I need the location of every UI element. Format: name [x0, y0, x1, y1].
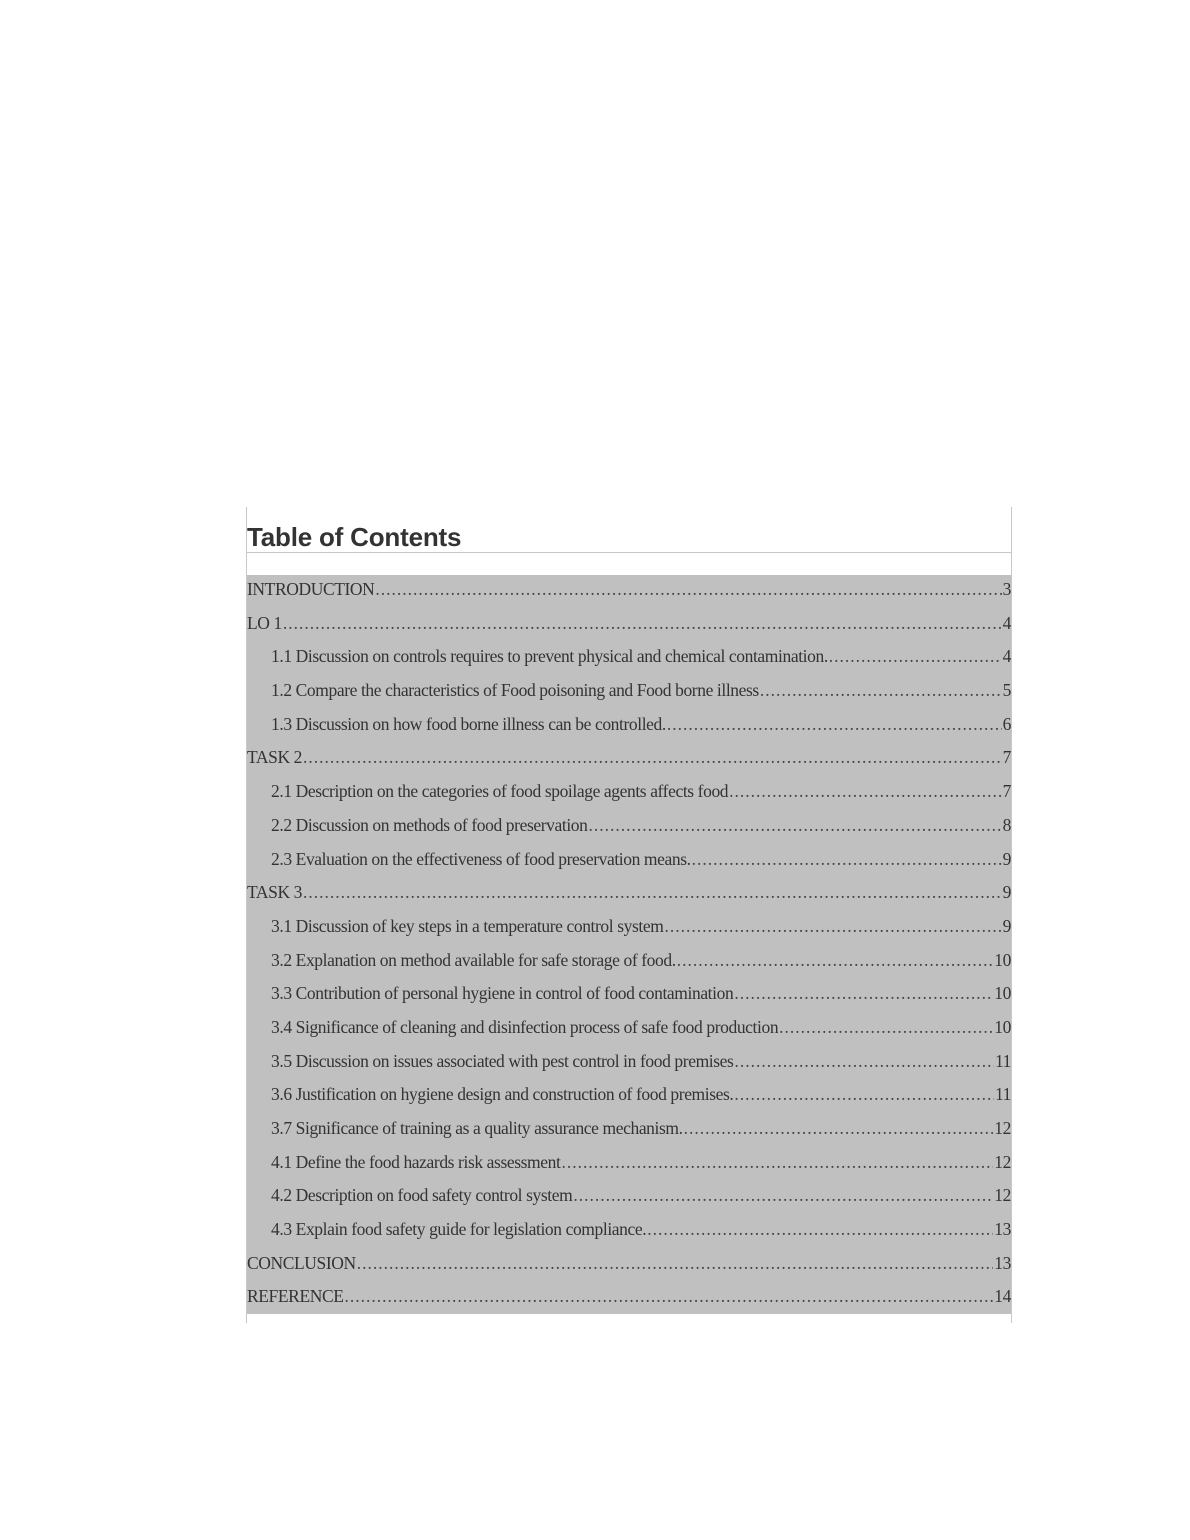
toc-entry[interactable]: [247, 607, 1011, 641]
toc-page-number: 12: [994, 1118, 1011, 1138]
toc-page-number: 9: [1002, 882, 1011, 903]
toc-entry-text: INTRODUCTION: [247, 579, 375, 599]
toc-entry[interactable]: [247, 1112, 1011, 1146]
toc-page-number: 9: [1002, 915, 1011, 936]
dot-leader: [588, 809, 1001, 843]
toc-entry-text: 3.1 Discussion of key steps in a temperature control system: [271, 915, 664, 936]
toc-page-number: 10: [994, 983, 1011, 1004]
toc-entry-text: 1.3 Discussion on how food borne illness can be controlled.: [271, 713, 666, 734]
dot-leader: [734, 977, 993, 1011]
dot-leader: [561, 1146, 993, 1180]
toc-entry[interactable]: [247, 1146, 1011, 1180]
dot-leader: [303, 876, 1002, 910]
toc-page-number: 4: [1002, 646, 1011, 667]
toc-entry-text: 3.6 Justification on hygiene design and construction of food premises.: [271, 1084, 734, 1105]
toc-entry-text: 3.3 Contribution of personal hygiene in control of food contamination: [271, 983, 734, 1004]
toc-page-number: 14: [994, 1286, 1011, 1307]
toc-entry-list: [247, 573, 1011, 1314]
dot-leader: [729, 775, 1001, 809]
toc-page-number: 11: [994, 1084, 1011, 1105]
toc-page-number: 12: [994, 1185, 1011, 1206]
toc-page-number: 12: [994, 1151, 1011, 1172]
toc-entry-text: 3.2 Explanation on method available for safe storage of food.: [271, 949, 676, 970]
toc-entry[interactable]: [247, 944, 1011, 978]
toc-entry[interactable]: [247, 573, 1011, 607]
dot-leader: [692, 843, 1002, 877]
toc-page-number: 5: [1002, 680, 1011, 701]
toc-entry[interactable]: [247, 640, 1011, 674]
toc-page-number: 10: [994, 949, 1011, 970]
toc-page-number: 7: [1002, 781, 1011, 802]
dot-leader: [283, 607, 1002, 641]
title-underline: [247, 552, 1011, 553]
toc-entry[interactable]: [247, 775, 1011, 809]
toc-entry[interactable]: [247, 843, 1011, 877]
toc-entry-text: 3.5 Discussion on issues associated with pest control in food premises: [271, 1050, 734, 1071]
toc-entry-text: 3.4 Significance of cleaning and disinfection process of safe food production: [271, 1016, 779, 1037]
toc-entry[interactable]: [247, 708, 1011, 742]
toc-entry-text: REFERENCE: [247, 1286, 344, 1307]
toc-entry[interactable]: [247, 1213, 1011, 1247]
dot-leader: [677, 944, 994, 978]
toc-entry[interactable]: [247, 1045, 1011, 1079]
toc-title: Table of Contents: [247, 522, 462, 552]
dot-leader: [345, 1280, 994, 1314]
dot-leader: [375, 573, 1001, 607]
toc-entry-text: 2.1 Description on the categories of food spoilage agents affects food: [271, 781, 729, 802]
dot-leader: [667, 708, 1002, 742]
dot-leader: [647, 1213, 993, 1247]
toc-entry[interactable]: [247, 876, 1011, 910]
toc-entry-text: 4.1 Define the food hazards risk assessment: [271, 1151, 561, 1172]
dot-leader: [734, 1045, 994, 1079]
toc-entry[interactable]: [247, 741, 1011, 775]
dot-leader: [664, 910, 1001, 944]
toc-page-number: 8: [1002, 814, 1011, 835]
section-boundary-right: [1011, 507, 1012, 1323]
toc-page-number: 3: [1002, 579, 1011, 599]
toc-entry[interactable]: [247, 910, 1011, 944]
toc-entry[interactable]: [247, 809, 1011, 843]
toc-entry[interactable]: [247, 674, 1011, 708]
toc-page-number: 10: [994, 1016, 1011, 1037]
toc-page-number: 9: [1002, 848, 1011, 869]
toc-entry[interactable]: [247, 977, 1011, 1011]
dot-leader: [760, 674, 1002, 708]
toc-entry[interactable]: [247, 1078, 1011, 1112]
toc-entry[interactable]: [247, 1247, 1011, 1281]
toc-page-number: 4: [1002, 612, 1011, 633]
dot-leader: [684, 1112, 994, 1146]
dot-leader: [779, 1011, 993, 1045]
toc-entry[interactable]: [247, 1280, 1011, 1314]
toc-entry-text: LO 1: [247, 612, 282, 633]
toc-page-number: 13: [994, 1252, 1011, 1273]
toc-page-number: 13: [994, 1219, 1011, 1240]
toc-entry-text: TASK 3: [247, 882, 303, 903]
dot-leader: [829, 640, 1002, 674]
toc-entry[interactable]: [247, 1011, 1011, 1045]
toc-page-number: 11: [994, 1050, 1011, 1071]
toc-entry-text: 2.2 Discussion on methods of food preservation: [271, 814, 588, 835]
toc-entry[interactable]: [247, 1179, 1011, 1213]
toc-entry-text: 4.2 Description on food safety control system: [271, 1185, 573, 1206]
dot-leader: [573, 1179, 993, 1213]
dot-leader: [303, 741, 1002, 775]
dot-leader: [357, 1247, 994, 1281]
toc-entry-text: 1.2 Compare the characteristics of Food poisoning and Food borne illness: [271, 680, 759, 701]
toc-page-number: 7: [1002, 747, 1011, 768]
toc-entry-text: 3.7 Significance of training as a quality assurance mechanism.: [271, 1118, 683, 1138]
toc-page-number: 6: [1002, 713, 1011, 734]
toc-entry-text: 4.3 Explain food safety guide for legislation compliance.: [271, 1219, 647, 1240]
toc-entry-text: CONCLUSION: [247, 1252, 356, 1273]
dot-leader: [734, 1078, 994, 1112]
toc-entry-text: TASK 2: [247, 747, 303, 768]
toc-entry-text: 1.1 Discussion on controls requires to prevent physical and chemical contamination.: [271, 646, 828, 667]
toc-entry-text: 2.3 Evaluation on the effectiveness of food preservation means.: [271, 848, 691, 869]
